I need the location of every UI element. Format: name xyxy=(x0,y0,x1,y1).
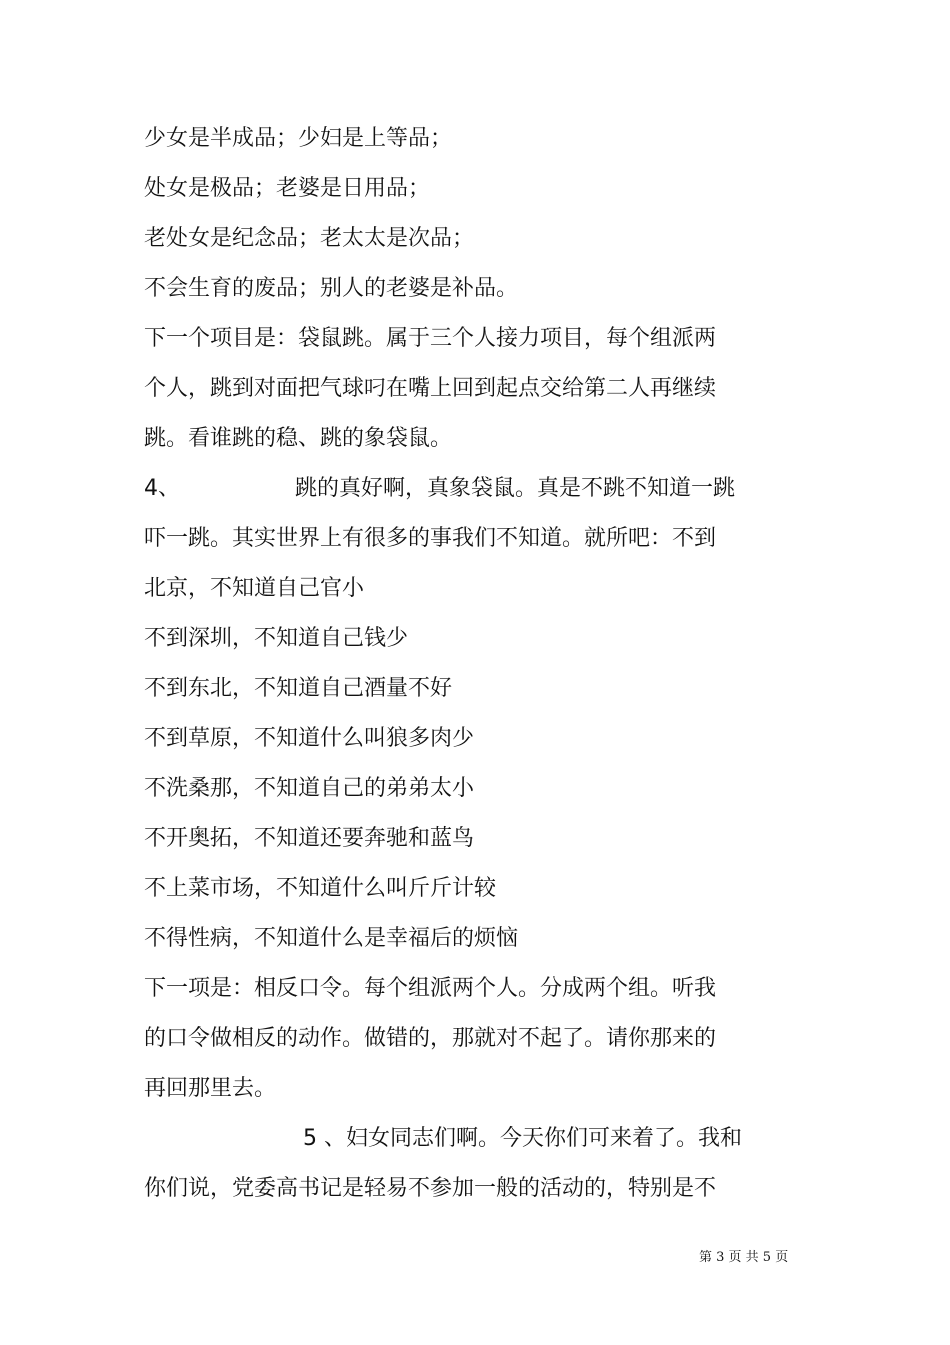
text-line-3: 老处女是纪念品；老太太是次品； xyxy=(144,226,475,251)
text-line-1: 少女是半成品；少妇是上等品； xyxy=(144,126,453,151)
text-line-4: 不会生育的废品；别人的老婆是补品。 xyxy=(144,276,519,301)
text-line-10: 北京，不知道自己官小 xyxy=(144,576,365,601)
text-line-13: 不到草原，不知道什么叫狼多肉少 xyxy=(144,726,475,751)
text-line-11: 不到深圳，不知道自己钱少 xyxy=(144,626,409,651)
text-line-21: 妇女同志们啊。今天你们可来着了。我和 xyxy=(346,1126,743,1151)
item-5-marker: 5 、 xyxy=(303,1126,346,1151)
text-line-22: 你们说，党委高书记是轻易不参加一般的活动的，特别是不 xyxy=(144,1176,717,1201)
page-number-footer: 第 3 页 共 5 页 xyxy=(699,1250,789,1265)
text-line-2: 处女是极品；老婆是日用品； xyxy=(144,176,431,201)
text-line-12: 不到东北，不知道自己酒量不好 xyxy=(144,676,453,701)
text-line-20: 再回那里去。 xyxy=(144,1076,277,1101)
text-line-9: 吓一跳。其实世界上有很多的事我们不知道。就所吧：不到 xyxy=(144,526,717,551)
text-line-17: 不得性病，不知道什么是幸福后的烦恼 xyxy=(144,926,519,951)
text-line-19: 的口令做相反的动作。做错的，那就对不起了。请你那来的 xyxy=(144,1026,717,1051)
text-line-5: 下一个项目是：袋鼠跳。属于三个人接力项目，每个组派两 xyxy=(144,326,717,351)
text-line-16: 不上菜市场，不知道什么叫斤斤计较 xyxy=(144,876,497,901)
text-line-18: 下一项是：相反口令。每个组派两个人。分成两个组。听我 xyxy=(144,976,717,1001)
text-line-14: 不洗桑那，不知道自己的弟弟太小 xyxy=(144,776,475,801)
item-4-marker: 4、 xyxy=(144,476,180,501)
text-line-8: 跳的真好啊，真象袋鼠。真是不跳不知道一跳 xyxy=(295,476,736,501)
text-line-7: 跳。看谁跳的稳、跳的象袋鼠。 xyxy=(144,426,453,451)
text-line-15: 不开奥拓，不知道还要奔驰和蓝鸟 xyxy=(144,826,475,851)
text-line-6: 个人，跳到对面把气球叼在嘴上回到起点交给第二人再继续 xyxy=(144,376,717,401)
